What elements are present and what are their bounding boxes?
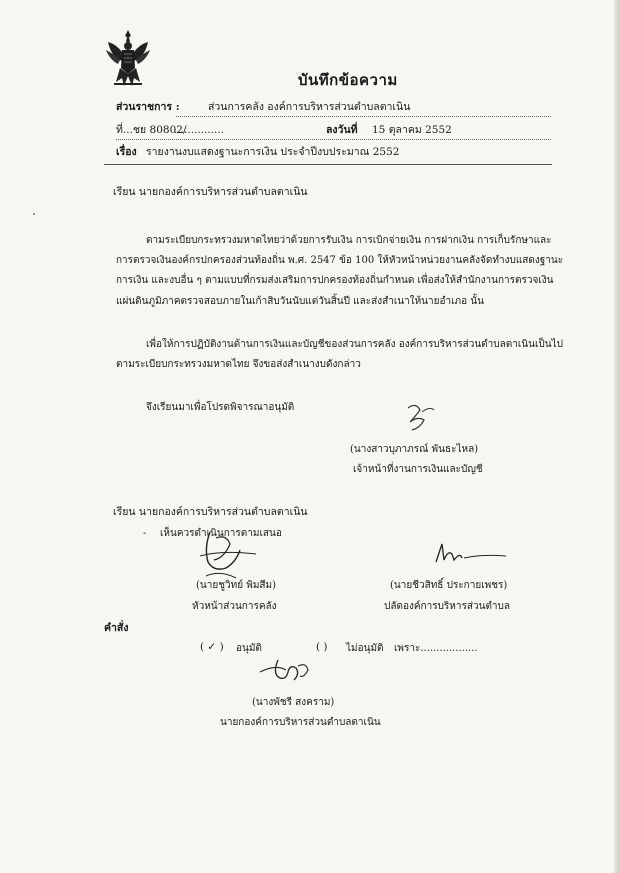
- closing-line: จึงเรียนมาเพื่อโปรดพิจารณาอนุมัติ: [146, 402, 295, 413]
- ref-rule: [116, 139, 551, 140]
- date-value: 15 ตุลาคม 2552: [372, 124, 452, 136]
- header-divider: [104, 164, 552, 165]
- signer2-position: หัวหน้าส่วนการคลัง: [192, 601, 277, 612]
- garuda-emblem-icon: [104, 28, 152, 90]
- signer1-position: เจ้าหน้าที่งานการเงินและบัญชี: [353, 464, 483, 475]
- signer1-name: (นางสาวบุภาภรณ์ พันธะไหล): [350, 444, 479, 455]
- subject-value: รายงานงบแสดงฐานะการเงิน ประจำปีงบประมาณ 2552: [146, 146, 400, 158]
- agency-label: ส่วนราชการ :: [116, 101, 180, 113]
- signer3-name: (นายชีวสิทธิ์ ประกายเพชร): [390, 580, 508, 591]
- review-bullet: -: [143, 528, 147, 539]
- para1-line3: การเงิน และงบอื่น ๆ ตามแบบที่กรมส่งเสริมการปกครองท้องถิ่นกำหนด เพื่อส่งให้สำนักงานการตรวจเงิน: [116, 275, 554, 286]
- para1-line2: การตรวจเงินองค์กรปกครองส่วนท้องถิ่น พ.ศ. 2547 ข้อ 100 ให้หัวหน้าหน่วยงานคลังจัดทำงบแสดงฐานะ: [116, 255, 564, 266]
- signer3-position: ปลัดองค์การบริหารส่วนตำบล: [384, 601, 511, 612]
- agency-value: ส่วนการคลัง องค์การบริหารส่วนตำบลตาเนิน: [208, 101, 411, 113]
- signer2-name: (นายชูวิทย์ พิมสีม): [196, 580, 277, 591]
- signature-4-icon: [256, 656, 318, 684]
- signer4-name: (นางพัชรี สงคราม): [252, 697, 335, 708]
- ref-dots: ...............: [174, 124, 225, 136]
- reject-label: ไม่อนุมัติ: [346, 643, 384, 654]
- ref-label: ที่...ชย 80802/: [116, 124, 187, 136]
- approve-checkbox: ( ✓ ): [200, 641, 224, 653]
- subject-label: เรื่อง: [116, 146, 137, 158]
- signature-3-icon: [432, 540, 510, 566]
- agency-rule: [176, 116, 551, 117]
- signer4-position: นายกองค์การบริหารส่วนตำบลตาเนิน: [220, 717, 381, 728]
- review-salutation: เรียน นายกองค์การบริหารส่วนตำบลตาเนิน: [113, 506, 308, 518]
- page-edge-shadow: [614, 0, 620, 873]
- salutation: เรียน นายกองค์การบริหารส่วนตำบลตาเนิน: [113, 186, 308, 198]
- reject-checkbox: ( ): [316, 641, 328, 653]
- signature-1-icon: [398, 400, 444, 434]
- scan-speck: [33, 213, 35, 215]
- para2-line1: เพื่อให้การปฏิบัติงานด้านการเงินและบัญชีของส่วนการคลัง องค์การบริหารส่วนตำบลตาเนินเป็นไป: [146, 339, 563, 350]
- review-opinion: เห็นควรดำเนินการตามเสนอ: [160, 528, 282, 539]
- order-label: คำสั่ง: [104, 622, 129, 634]
- memo-title: บันทึกข้อความ: [298, 71, 398, 89]
- approve-label: อนุมัติ: [236, 643, 262, 654]
- para1-line1: ตามระเบียบกระทรวงมหาดไทยว่าด้วยการรับเงิน การเบิกจ่ายเงิน การฝากเงิน การเก็บรักษาและ: [146, 235, 552, 246]
- date-label: ลงวันที่: [326, 124, 358, 136]
- signature-2-icon: [196, 528, 266, 584]
- because-label: เพราะ..................: [394, 643, 478, 654]
- para1-line4: แผ่นดินภูมิภาคตรวจสอบภายในเก้าสิบวันนับแต่วันสิ้นปี และส่งสำเนาให้นายอำเภอ นั้น: [116, 296, 484, 307]
- para2-line2: ตามระเบียบกระทรวงมหาดไทย จึงขอส่งสำเนางบดังกล่าว: [116, 359, 361, 370]
